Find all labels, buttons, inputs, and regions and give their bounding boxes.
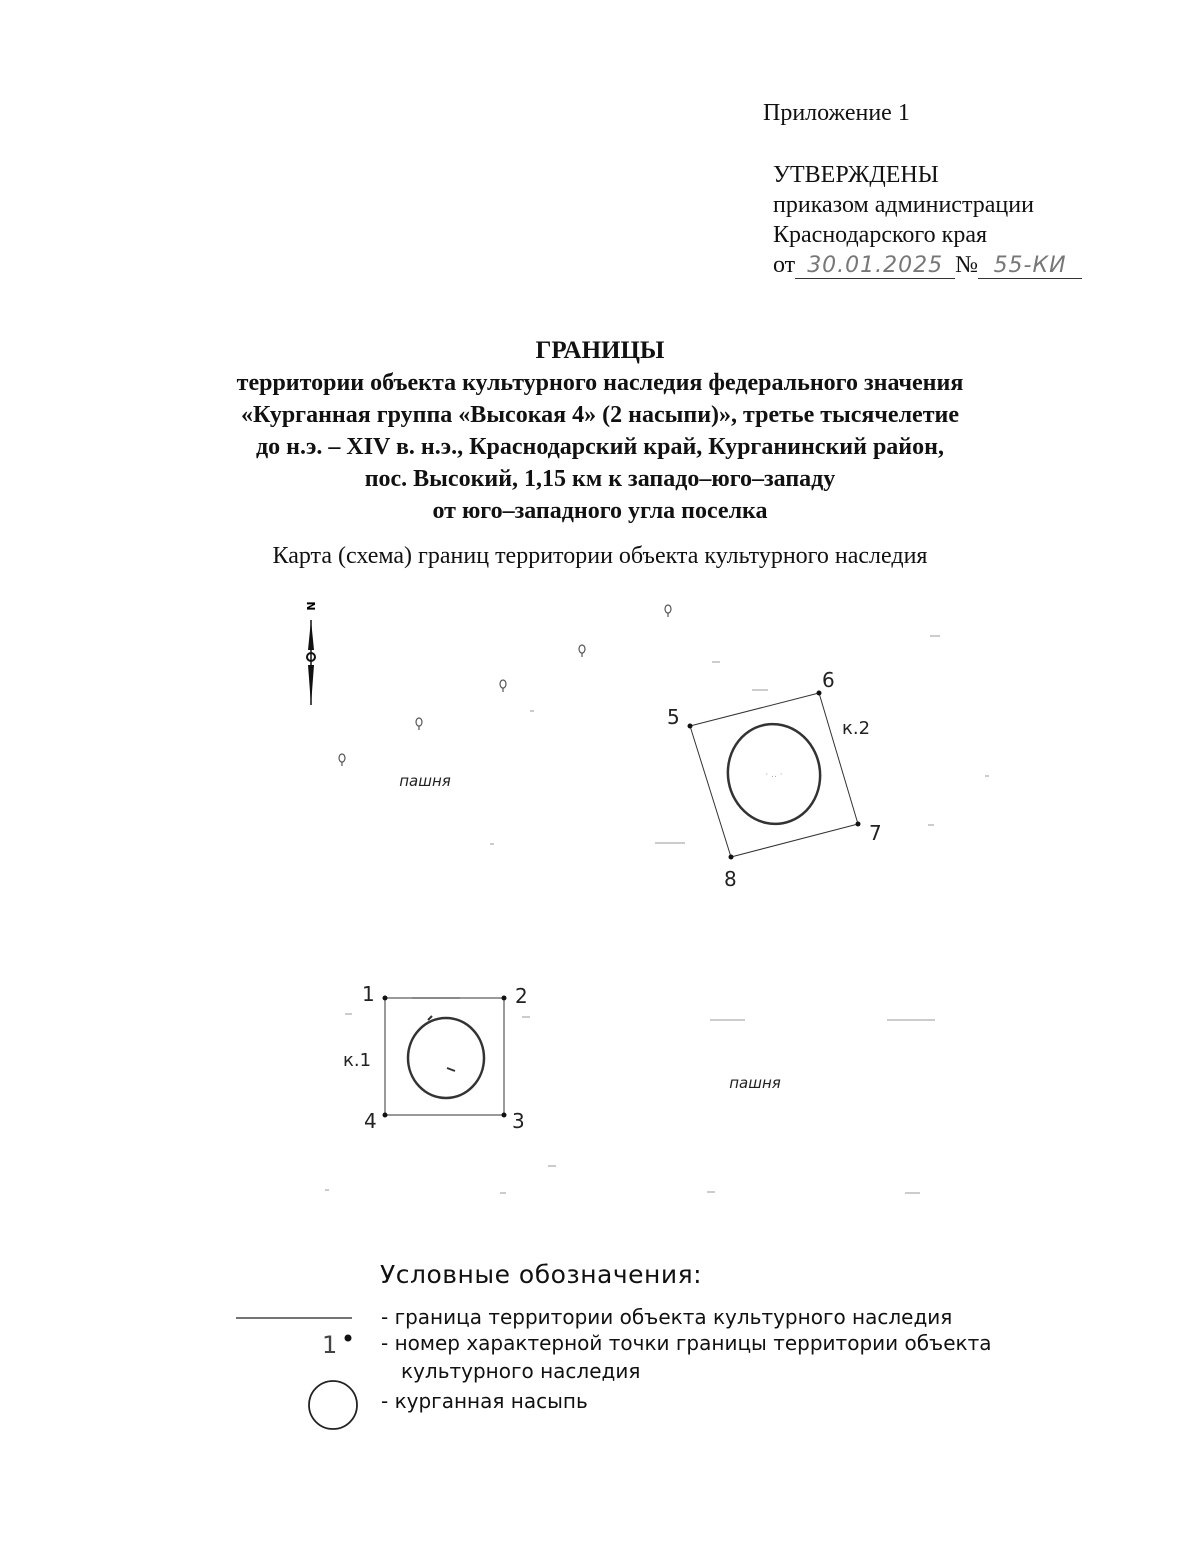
point-label-2: 2 xyxy=(515,984,528,1008)
handwritten-number: 55-КИ xyxy=(978,254,1082,279)
map-subtitle: Карта (схема) границ территории объекта культурного наследия xyxy=(272,543,928,569)
field-label: пашня xyxy=(729,1074,781,1092)
title-line-2: «Курганная группа «Высокая 4» (2 насыпи)», третье тысячелетие xyxy=(241,402,959,428)
boundary-point-5 xyxy=(688,724,693,729)
title-line-3: до н.э. – XIV в. н.э., Краснодарский край, Курганинский район, xyxy=(256,434,944,460)
handwritten-date: 30.01.2025 xyxy=(795,254,955,279)
north-label: N xyxy=(304,601,317,611)
mound-label-2: к.2 xyxy=(842,718,871,739)
tree-icon xyxy=(579,645,585,657)
legend-point-icon xyxy=(345,1335,352,1342)
boundary-point-4 xyxy=(383,1113,388,1118)
legend-title: Условные обозначения: xyxy=(380,1260,703,1289)
mound-label-1: к.1 xyxy=(343,1050,372,1071)
tree-icon xyxy=(416,718,422,730)
mound-1-icon xyxy=(408,1018,484,1098)
point-label-3: 3 xyxy=(512,1109,525,1133)
boundary-point-3 xyxy=(502,1113,507,1118)
point-label-8: 8 xyxy=(724,867,737,891)
mound-1-territory xyxy=(343,982,528,1133)
point-label-7: 7 xyxy=(869,821,882,845)
appendix-label: Приложение 1 xyxy=(763,100,910,126)
mound-2-inner-mark: · .. · xyxy=(765,770,783,780)
legend-mound-icon xyxy=(309,1381,357,1429)
field-label: пашня xyxy=(399,772,451,790)
title-line-1: территории объекта культурного наследия федерального значения xyxy=(236,370,964,396)
tree-icon xyxy=(665,605,671,617)
tree-icon xyxy=(500,680,506,692)
boundary-point-8 xyxy=(729,855,734,860)
point-label-5: 5 xyxy=(667,705,680,729)
background-dashes xyxy=(325,636,989,1193)
point-label-6: 6 xyxy=(822,668,835,692)
tree-marks xyxy=(339,605,671,766)
number-prefix: № xyxy=(955,252,979,278)
approval-line-2: Краснодарского края xyxy=(773,222,988,248)
mound-2-territory xyxy=(667,668,882,891)
approval-line-1: приказом администрации xyxy=(773,192,1034,218)
legend-point-number: 1 xyxy=(322,1331,338,1359)
boundary-point-7 xyxy=(856,822,861,827)
from-prefix: от xyxy=(773,252,796,278)
legend-item-boundary: - граница территории объекта культурного наследия xyxy=(381,1305,953,1329)
legend-item-mound: - курганная насыпь xyxy=(381,1389,588,1413)
north-arrow-icon xyxy=(304,601,317,705)
title-main: ГРАНИЦЫ xyxy=(535,337,665,364)
boundary-point-2 xyxy=(502,996,507,1001)
legend-item-point-cont: культурного наследия xyxy=(401,1359,641,1383)
title-line-5: от юго–западного угла поселка xyxy=(432,498,768,524)
tree-icon xyxy=(339,754,345,766)
point-label-1: 1 xyxy=(362,982,375,1006)
title-line-4: пос. Высокий, 1,15 км к западо–юго–западу xyxy=(364,466,836,492)
legend-symbols xyxy=(236,1318,357,1429)
approved-label: УТВЕРЖДЕНЫ xyxy=(773,162,939,188)
legend-item-point: - номер характерной точки границы территории объекта xyxy=(381,1331,992,1355)
boundary-point-6 xyxy=(817,691,822,696)
point-label-4: 4 xyxy=(364,1109,377,1133)
boundary-point-1 xyxy=(383,996,388,1001)
